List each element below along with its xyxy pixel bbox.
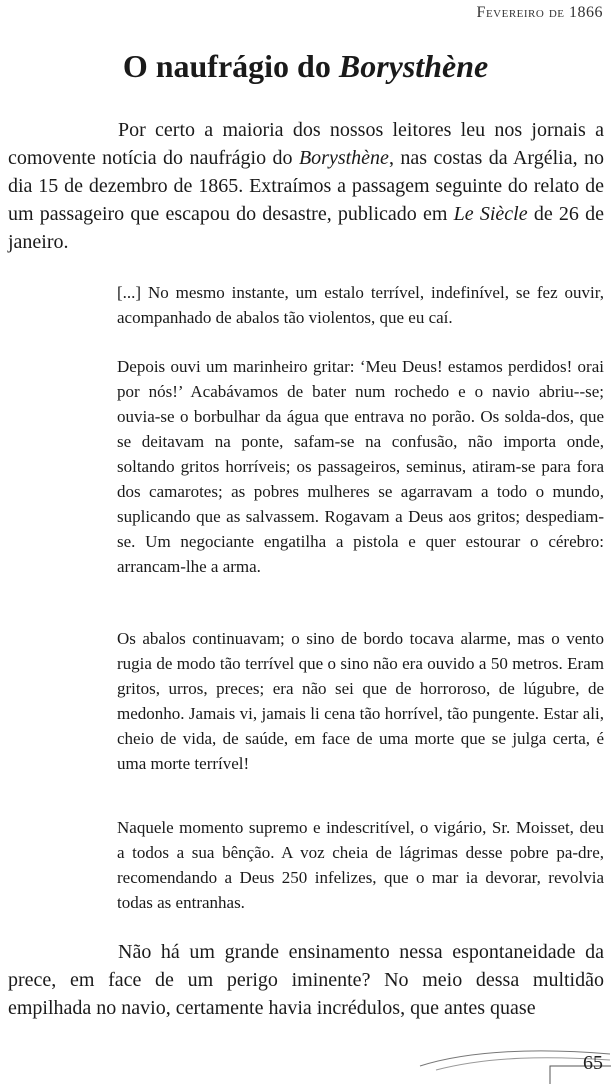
intro-text-1: Por certo a maioria dos nossos leitores leu nos jornais a comovente notícia do naufrágio do xyxy=(8,119,604,169)
page-number: 65 xyxy=(583,1052,603,1074)
commentary-paragraph: Não há um grande ensinamento nessa espontaneidade da prece, em face de um perigo iminente? No meio dessa multidão empilhada no navio, certamente havia incrédulos, que antes quase xyxy=(8,941,604,1019)
intro-ship-name: Borysthène xyxy=(298,147,389,169)
quote-paragraph-1: [...] No mesmo instante, um estalo terrível, indefinível, se fez ouvir, acompanhado de abalos tão violentos, que eu caí. xyxy=(117,283,604,327)
running-head: Fevereiro de 1866 xyxy=(476,4,603,21)
quote-paragraph-2: Depois ouvi um marinheiro gritar: ‘Meu Deus! estamos perdidos! orai por nós!’ Acabávamos de bater num rochedo e o navio abriu--se; ouvia-se o borbulhar da água que entrava no porão. Os solda-dos, que se deitavam na ponte, safam-se na confusão, não importa onde, soltando gritos horríveis; os passageiros, seminus, atiram-se para fora dos camarotes; as pobres mulheres se agarravam a todo o mundo, suplicando que as salvassem. Rogavam a Deus aos gritos; despediam-se. Um negociante engatilha a pistola e quer estourar o cérebro: arrancam-lhe a arma. xyxy=(117,357,604,576)
intro-text-3: de 26 de janeiro. xyxy=(8,203,604,253)
intro-text-2: , nas costas da Argélia, no dia 15 de dezembro de 1865. Extraímos a passagem seguinte do relato de um passageiro que escapou do desastre, publicado em xyxy=(8,147,604,225)
title-ship-name: Borysthène xyxy=(338,48,489,84)
quote-paragraph-4: Naquele momento supremo e indescritível, o vigário, Sr. Moisset, deu a todos a sua bênção. A voz cheia de lágrimas desse pobre pa-dre, recomendando a Deus 250 infelizes, que o mar ia devorar, revolvia todas as entranhas. xyxy=(117,818,604,912)
intro-paragraph xyxy=(8,116,604,256)
quote-paragraph-3: Os abalos continuavam; o sino de bordo tocava alarme, mas o vento rugia de modo tão terrível que o sino não era ouvido a 50 metros. Eram gritos, urros, preces; era não sei que de horroroso, de lúgubre, de medonho. Jamais vi, jamais li cena tão horrível, tão pungente. Estar ali, cheio de vida, de saúde, em face de uma morte que se julga certa, é uma morte terrível! xyxy=(117,629,604,773)
title-main: O naufrágio do xyxy=(122,48,339,84)
intro-newspaper-name: Le Siècle xyxy=(453,203,528,225)
footer-ornament-icon xyxy=(410,1044,611,1084)
article-title xyxy=(0,48,611,85)
